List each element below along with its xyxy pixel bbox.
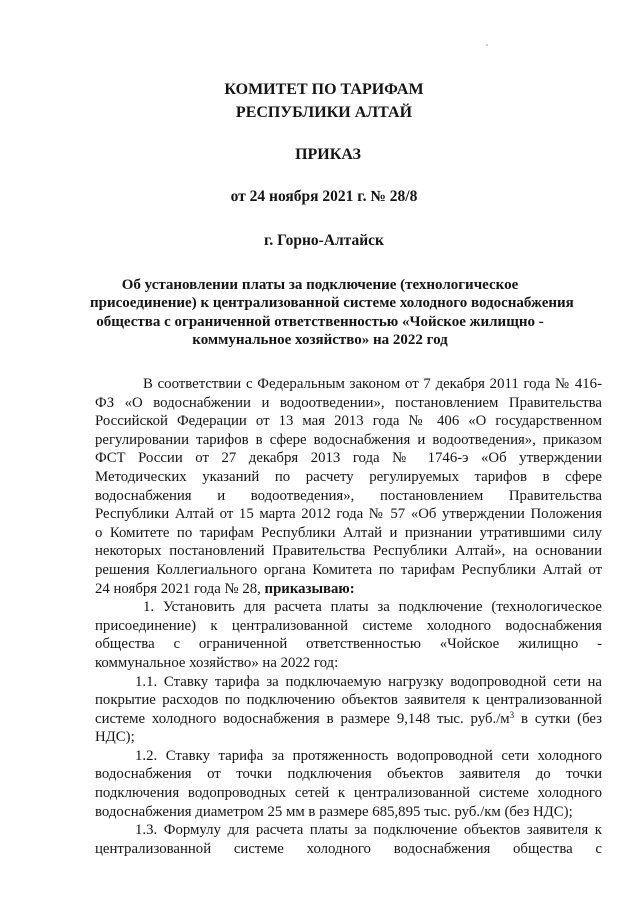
body-line: покрытие расходов по подключению объектов заявителя к централизованной [95, 692, 602, 709]
preamble-date-ref: 24 ноября 2021 года № 28, [95, 580, 265, 597]
body-line: подключения водопроводных сетей к централизованной системе холодного [95, 785, 602, 802]
order-word: приказываю: [264, 580, 355, 597]
body-line: Российской Федерации от 13 мая 2013 года № 406 «О государственном [95, 413, 602, 430]
item-1-2 [95, 747, 602, 821]
body-line: централизованной системе холодного водоснабжения общества с [95, 840, 602, 857]
org-name-line1: КОМИТЕТ ПО ТАРИФАМ [224, 81, 424, 98]
body-line [95, 580, 602, 599]
preamble-paragraph [95, 375, 602, 598]
item-1-3 [95, 821, 602, 858]
body-line: 1.1. Ставку тарифа за подключаемую нагрузку водопроводной сети на [135, 673, 602, 690]
item-1-1 [95, 673, 602, 747]
subject-line: общества с ограниченной ответственностью «Чойское жилищно - [96, 313, 544, 330]
body-line: о Комитете по тарифам Республики Алтай и признании утратившими силу [95, 524, 602, 541]
body-line: присоединение) к централизованной системе холодного водоснабжения [95, 617, 602, 634]
document-body [95, 375, 602, 858]
body-line: регулировании тарифов в сфере водоснабжения и водоотведения», приказом [95, 431, 602, 448]
body-line: НДС); [95, 729, 135, 746]
order-subject [90, 276, 574, 350]
body-line: 1.2. Ставку тарифа за протяженность водопроводной сети холодного [135, 747, 602, 764]
body-line: ФЗ «О водоснабжении и водоотведении», постановлением Правительства [95, 394, 602, 411]
document-type: ПРИКАЗ [295, 146, 361, 163]
rate-text: системе холодного водоснабжения в размере 9,148 тыс. руб./м [95, 710, 510, 727]
body-line: Республики Алтай от 15 марта 2012 года № 57 «Об утверждении Положения [95, 506, 602, 523]
subject-line: Об установлении платы за подключение (технологическое [121, 277, 519, 293]
body-line: общества с ограниченной ответственностью «Чойское жилищно - [95, 636, 602, 653]
body-line: 1.3. Формулу для расчета платы за подключение объектов заявителя к [135, 822, 602, 839]
body-line: водоснабжения от точки подключения объектов заявителя до точки [95, 766, 602, 783]
org-name-line2: РЕСПУБЛИКИ АЛТАЙ [235, 104, 413, 121]
scan-speck [486, 44, 488, 46]
cubic-superscript: 3 [509, 709, 515, 720]
body-line: водоснабжения диаметром 25 мм в размере 685,895 тыс. руб./км (без НДС); [95, 803, 573, 820]
item-1 [95, 598, 602, 672]
body-line: решения Коллегиального органа Комитета по тарифам Республики Алтай от [95, 561, 602, 578]
body-line [95, 710, 602, 729]
body-line: коммунальное хозяйство» на 2022 год: [95, 654, 339, 671]
body-line: ФСТ России от 27 декабря 2013 года № 1746-э «Об утверждении [95, 450, 602, 467]
subject-line: коммунальное хозяйство» на 2022 год [192, 332, 448, 349]
subject-line: присоединение) к централизованной системе холодного водоснабжения [90, 295, 574, 312]
body-line: водоснабжения и водоотведения», постановлением Правительства [95, 487, 602, 504]
city: г. Горно-Алтайск [264, 232, 384, 249]
body-line: В соответствии с Федеральным законом от 7 декабря 2011 года № 416- [143, 376, 602, 392]
rate-suffix: в сутки (без [514, 710, 602, 727]
date-and-number: от 24 ноября 2021 г. № 28/8 [230, 188, 418, 205]
body-line: Методических указаний по расчету регулируемых тарифов в сфере [95, 468, 602, 485]
body-line: 1. Установить для расчета платы за подключение (технологическое [143, 599, 602, 616]
body-line: некоторых постановлений Правительства Республики Алтай», на основании [95, 543, 602, 560]
